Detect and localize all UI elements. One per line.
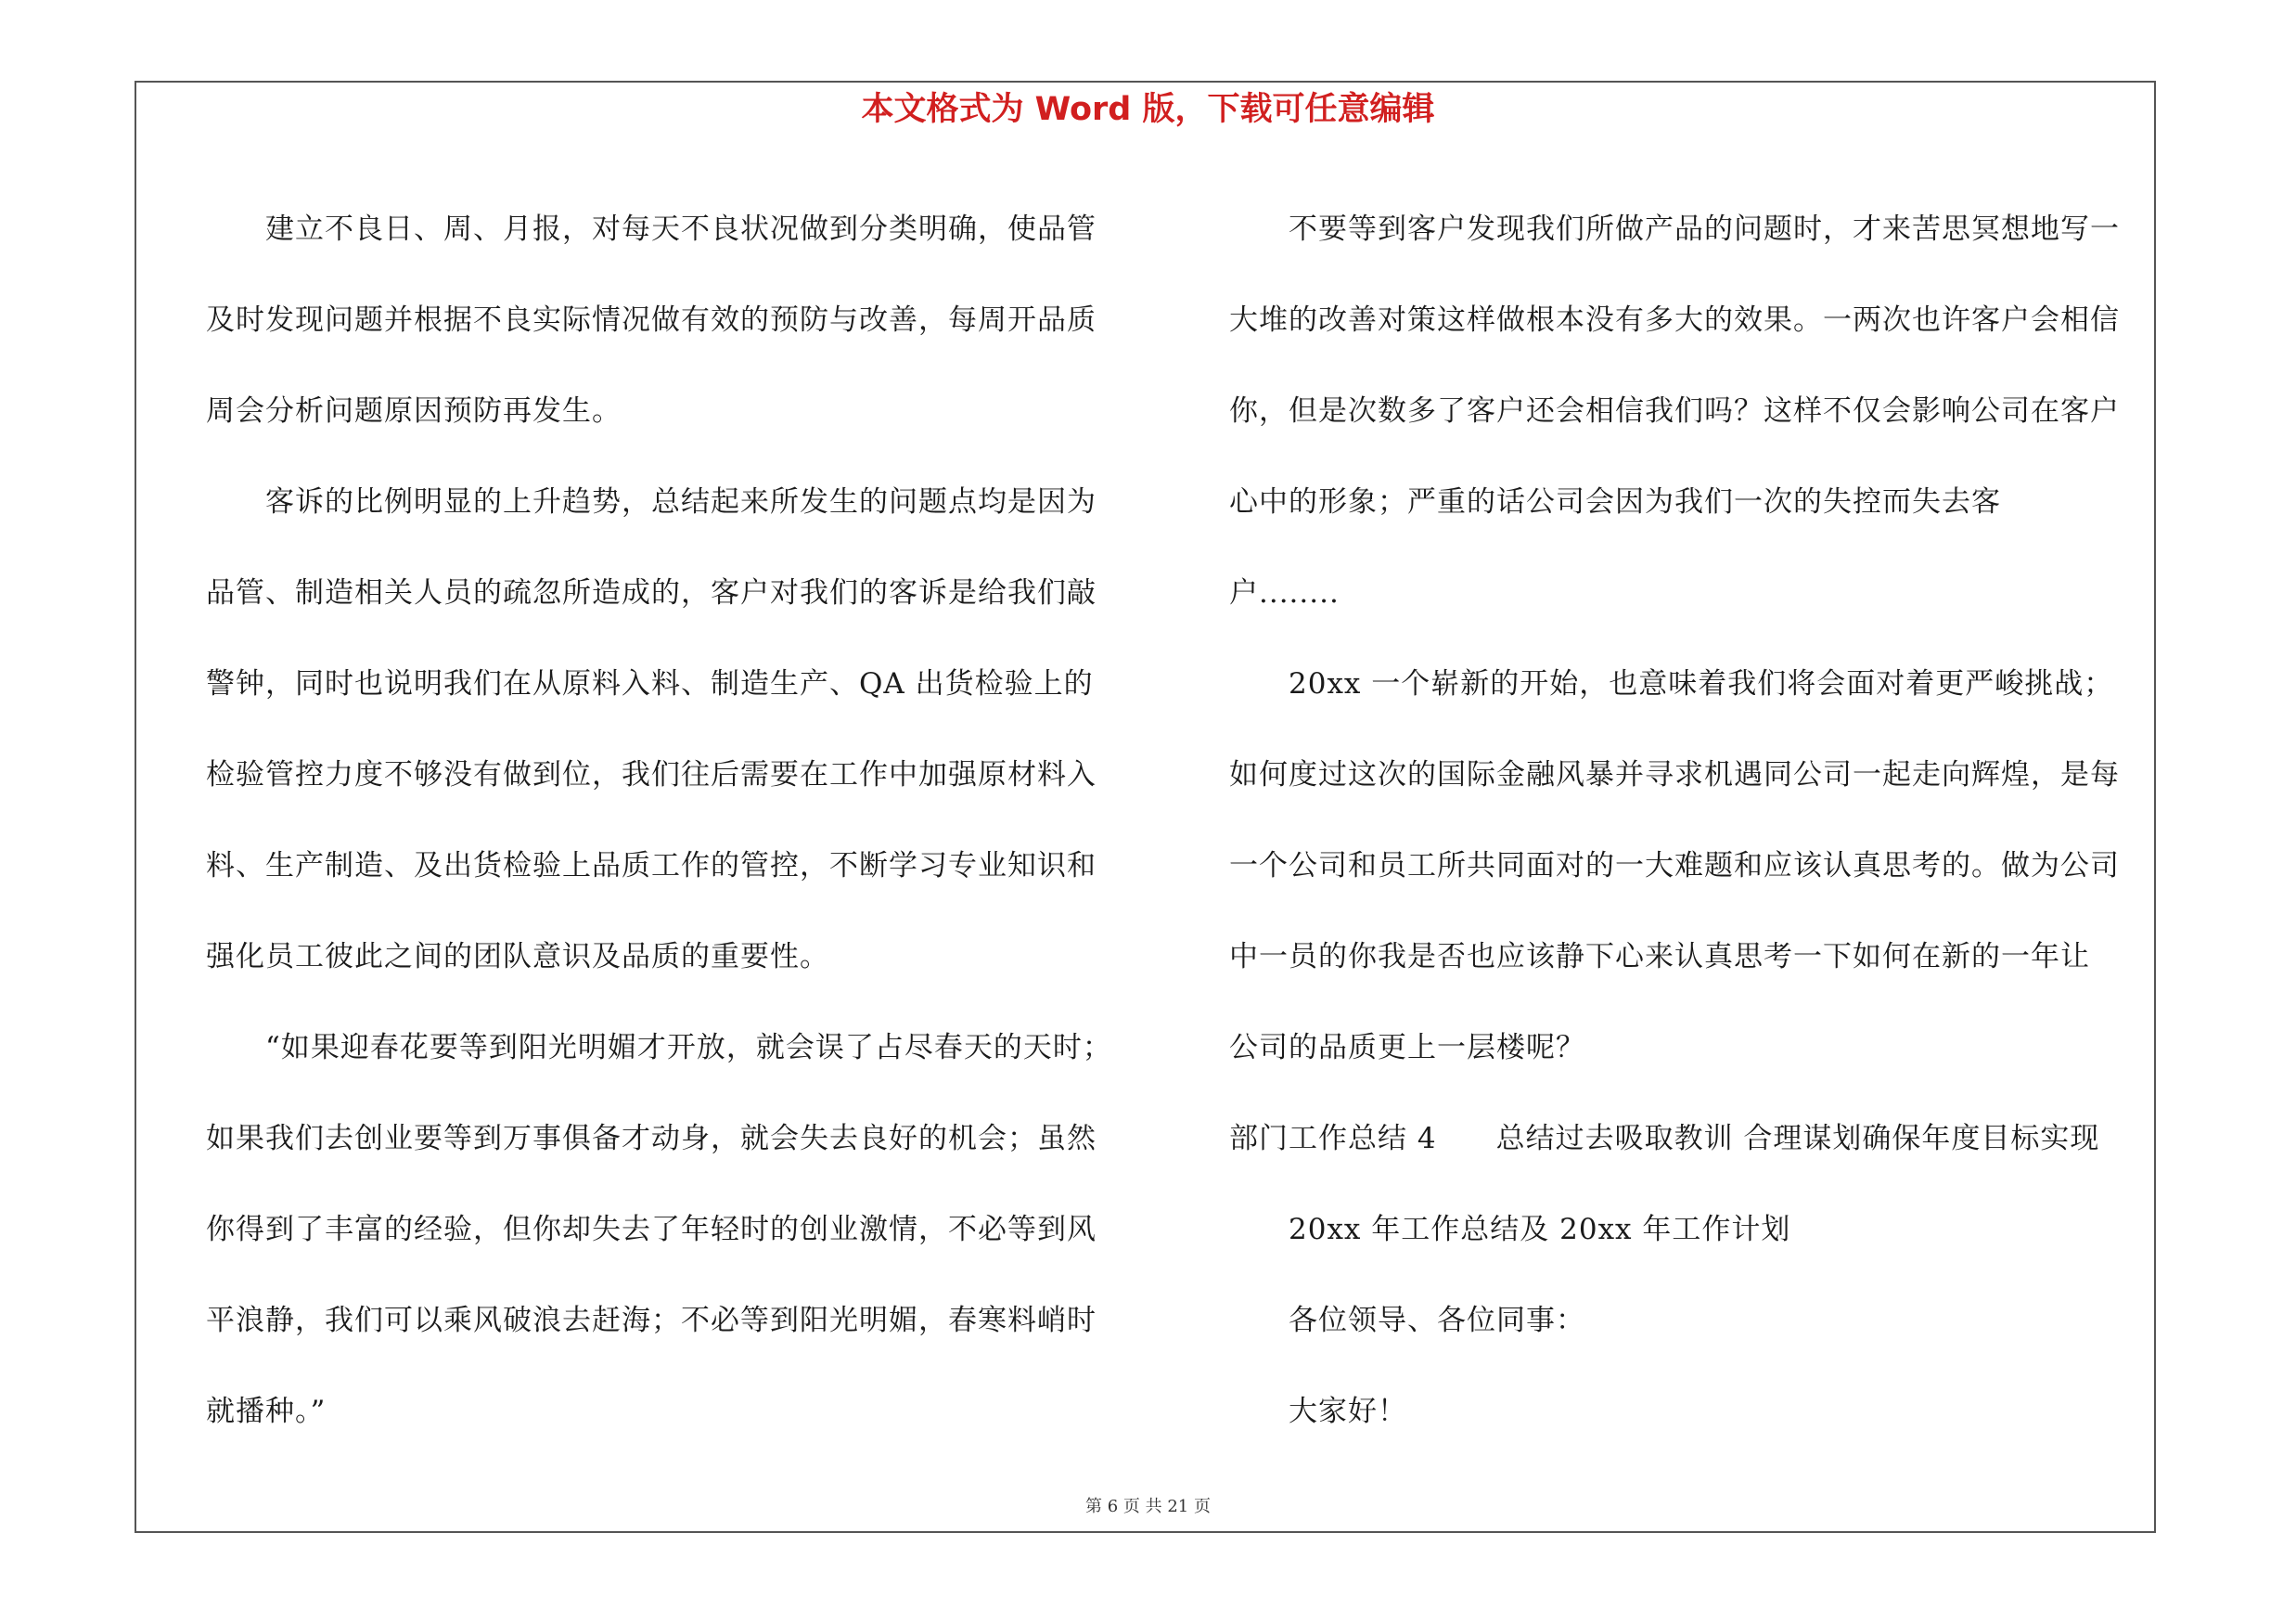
text-line: “如果迎春花要等到阳光明媚才开放，就会误了占尽春天的天时；	[265, 1031, 1112, 1064]
text-line: 大堆的改善对策这样做根本没有多大的效果。一两次也许客户会相信	[1229, 303, 2120, 337]
text-line: 部门工作总结 4 总结过去吸取教训 合理谋划确保年度目标实现	[1229, 1122, 2100, 1155]
text-line: 警钟，同时也说明我们在从原料入料、制造生产、QA 出货检验上的	[206, 667, 1094, 701]
text-line: 大家好！	[1289, 1395, 1407, 1428]
text-line: 料、生产制造、及出货检验上品质工作的管控，不断学习专业知识和	[206, 849, 1097, 882]
text-line: 心中的形象；严重的话公司会因为我们一次的失控而失去客	[1229, 485, 2001, 519]
right-column	[1229, 184, 2148, 1457]
text-line: 你得到了丰富的经验，但你却失去了年轻时的创业激情，不必等到风	[206, 1213, 1097, 1246]
text-line: 不要等到客户发现我们所做产品的问题时，才来苦思冥想地写一	[1289, 213, 2120, 246]
text-line: 20xx 年工作总结及 20xx 年工作计划	[1289, 1213, 1791, 1246]
text-line: 品管、制造相关人员的疏忽所造成的，客户对我们的客诉是给我们敲	[206, 576, 1097, 610]
format-banner: 本文格式为 Word 版，下载可任意编辑	[861, 91, 1435, 128]
text-line: 如何度过这次的国际金融风暴并寻求机遇同公司一起走向辉煌，是每	[1229, 758, 2120, 792]
text-line: 户........	[1229, 576, 1340, 610]
text-line: 一个公司和员工所共同面对的一大难题和应该认真思考的。做为公司	[1229, 849, 2120, 882]
text-line: 就播种。”	[206, 1395, 327, 1428]
text-line: 客诉的比例明显的上升趋势，总结起来所发生的问题点均是因为	[265, 485, 1097, 519]
text-line: 强化员工彼此之间的团队意识及品质的重要性。	[206, 940, 829, 973]
text-line: 如果我们去创业要等到万事俱备才动身，就会失去良好的机会；虽然	[206, 1122, 1097, 1155]
text-line: 建立不良日、周、月报，对每天不良状况做到分类明确，使品管	[265, 213, 1097, 246]
left-column	[206, 184, 1124, 1457]
text-line: 20xx 一个崭新的开始，也意味着我们将会面对着更严峻挑战；	[1289, 667, 2114, 701]
text-line: 公司的品质更上一层楼呢？	[1229, 1031, 1585, 1064]
text-line: 平浪静，我们可以乘风破浪去赶海；不必等到阳光明媚，春寒料峭时	[206, 1304, 1097, 1337]
text-line: 中一员的你我是否也应该静下心来认真思考一下如何在新的一年让	[1229, 940, 2090, 973]
text-line: 及时发现问题并根据不良实际情况做有效的预防与改善，每周开品质	[206, 303, 1097, 337]
text-line: 你，但是次数多了客户还会相信我们吗？这样不仅会影响公司在客户	[1229, 394, 2120, 428]
text-line: 各位领导、各位同事：	[1289, 1304, 1585, 1337]
text-line: 周会分析问题原因预防再发生。	[206, 394, 622, 428]
page-number-footer: 第 6 页 共 21 页	[1085, 1497, 1211, 1516]
text-line: 检验管控力度不够没有做到位，我们往后需要在工作中加强原材料入	[206, 758, 1097, 792]
